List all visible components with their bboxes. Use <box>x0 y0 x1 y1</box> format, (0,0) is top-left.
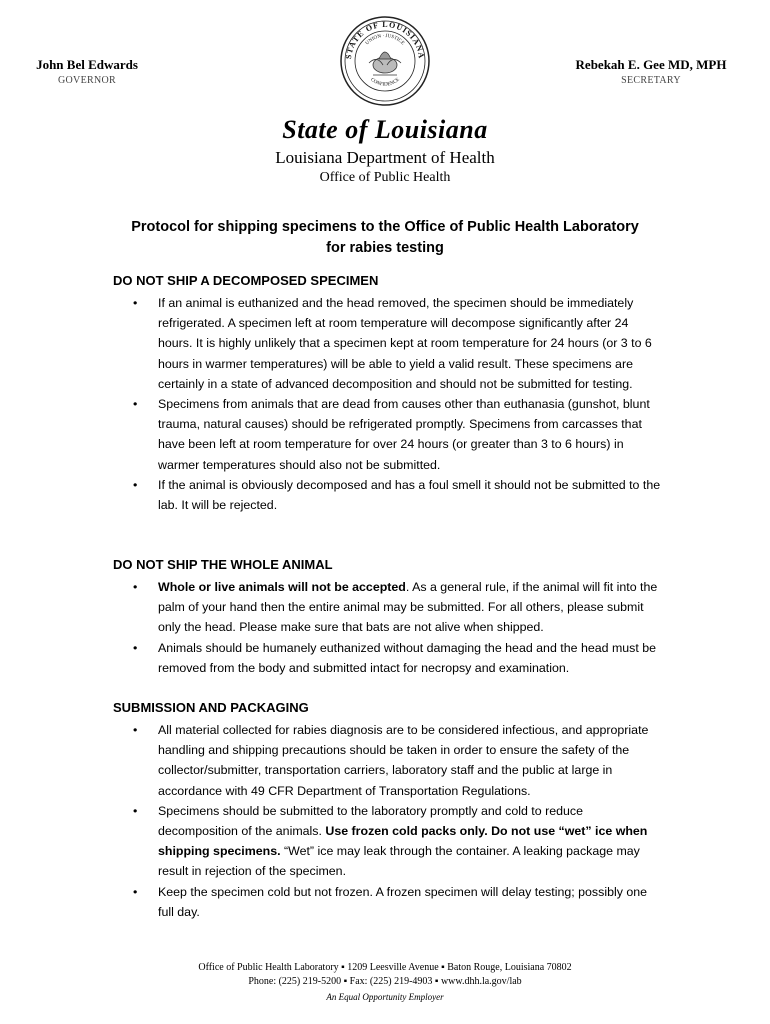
footer-address: Office of Public Health Laboratory ▪ 1209 Leesville Avenue ▪ Baton Rouge, Louisiana 70802 <box>198 962 572 973</box>
governor-title: GOVERNOR <box>58 75 116 86</box>
bullet-list-decomposed <box>133 293 663 515</box>
document-title-line2: for rabies testing <box>326 240 444 256</box>
bullet-icon: • <box>133 580 138 594</box>
secretary-name: Rebekah E. Gee MD, MPH <box>575 57 727 72</box>
bullet-icon: • <box>133 397 138 412</box>
governor-name: John Bel Edwards <box>36 57 138 72</box>
pelican-seal-icon <box>339 15 431 107</box>
document-title-line1: Protocol for shipping specimens to the Office of Public Health Laboratory <box>131 219 639 235</box>
section-heading-decomposed: DO NOT SHIP A DECOMPOSED SPECIMEN <box>113 273 379 288</box>
secretary-title: SECRETARY <box>621 75 681 86</box>
seal-outer-text: STATE OF LOUISIANA <box>343 19 427 60</box>
list-item: • Animals should be humanely euthanized without damaging the head and the head must be removed from the body and submitted intact for necropsy and examination. <box>133 638 663 678</box>
svg-text:CONFIDENCE <box>369 78 401 88</box>
bullet-list-submission <box>133 720 663 922</box>
bullet-icon: • <box>133 723 138 737</box>
document-title <box>100 217 670 259</box>
footer-equal-opportunity: An Equal Opportunity Employer <box>326 992 444 1002</box>
svg-text:UNION · JUSTICE <box>365 34 405 46</box>
list-item: • Whole or live animals will not be accepted. As a general rule, if the animal will fit into the palm of your hand then the entire animal may be submitted. For all others, please submit only the head. Please make sure that bats are not alive when shipped. <box>133 577 663 638</box>
list-item: • All material collected for rabies diagnosis are to be considered infectious, and appropriate handling and shipping precautions should be taken in order to ensure the safety of the collector/submitter, transportation carriers, laboratory staff and the public at large in accordance with 49 CFR Department of Transportation Regulations. <box>133 720 663 801</box>
bullet-icon: • <box>133 296 138 310</box>
section-heading-submission: SUBMISSION AND PACKAGING <box>113 700 309 715</box>
list-item: • Specimens should be submitted to the laboratory promptly and cold to reduce decomposition of the animals. Use frozen cold packs only. Do not use “wet” ice when shipping specimens. “Wet” ice may leak through the container. A leaking package may result in rejection of the specimen. <box>133 801 663 882</box>
department-name: Louisiana Department of Health <box>275 148 495 167</box>
bullet-list-whole-animal <box>133 577 663 678</box>
list-item: • Keep the specimen cold but not frozen. A frozen specimen will delay testing; possibly one full day. <box>133 882 663 922</box>
bullet-icon: • <box>133 884 138 899</box>
list-item: • Specimens from animals that are dead from causes other than euthanasia (gunshot, blunt trauma, natural causes) should be refrigerated promptly. Specimens from carcasses that have been left at room temperature for over 24 hours (or greater than 3 to 6 hours) in warmer temperatures should also not be submitted. <box>133 394 663 475</box>
state-title: State of Louisiana <box>282 115 488 144</box>
office-name: Office of Public Health <box>319 170 451 185</box>
seal-motto: UNION · JUSTICE <box>365 33 405 47</box>
bullet-icon: • <box>133 803 138 818</box>
section-heading-whole-animal: DO NOT SHIP THE WHOLE ANIMAL <box>113 557 333 572</box>
seal-bottom-text: CONFIDENCE <box>369 77 401 88</box>
list-item: • If the animal is obviously decomposed and has a foul smell it should not be submitted to the lab. It will be rejected. <box>133 475 663 515</box>
bullet-icon: • <box>133 477 138 492</box>
list-item: • If an animal is euthanized and the head removed, the specimen should be immediately refrigerated. A specimen left at room temperature will decompose significantly after 24 hours. It is highly unlikely that a specimen kept at room temperature for 24 hours (or 3 to 6 hours in warmer temperatures) will be able to yield a valid result. These specimens are certainly in a state of advanced decomposition and should not be submitted for testing. <box>133 293 663 394</box>
footer-contact: Phone: (225) 219-5200 ▪ Fax: (225) 219-4903 ▪ www.dhh.la.gov/lab <box>248 976 522 987</box>
bullet-icon: • <box>133 640 138 655</box>
